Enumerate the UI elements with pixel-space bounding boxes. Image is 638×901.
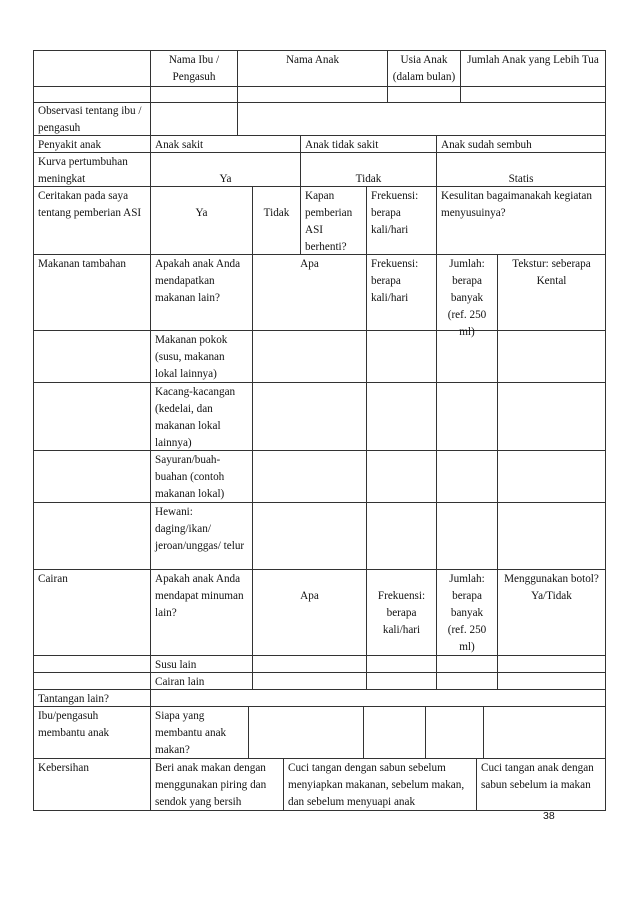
page-number: 38 xyxy=(543,810,555,822)
makanan-tekstur-input[interactable] xyxy=(498,331,606,383)
asi-opt-tidak[interactable]: Tidak xyxy=(253,187,301,255)
cairan-botol-input[interactable] xyxy=(498,656,606,673)
makanan-jumlah-input[interactable] xyxy=(437,383,498,451)
makanan-jumlah-input[interactable] xyxy=(437,503,498,570)
makanan-row xyxy=(33,255,606,338)
kebersihan-row xyxy=(33,759,606,811)
kurva-opt-statis[interactable]: Statis xyxy=(437,153,606,187)
cairan-botol: Menggunakan botol? Ya/Tidak xyxy=(498,570,606,656)
cairan-jumlah: Jumlah: berapa banyak (ref. 250 ml) xyxy=(437,570,498,656)
cairan-apa-input[interactable] xyxy=(253,656,367,673)
tantangan-row xyxy=(33,690,606,707)
cairan-frek-input[interactable] xyxy=(367,656,437,673)
makanan-apa: Apa xyxy=(253,255,367,331)
membantu-input[interactable] xyxy=(484,707,606,759)
cairan-botol-input[interactable] xyxy=(498,673,606,690)
makanan-item-row xyxy=(33,331,606,383)
cairan-jumlah-input[interactable] xyxy=(437,673,498,690)
cairan-row xyxy=(33,570,606,656)
makanan-item: Sayuran/buah-buahan (contoh makanan lokal) xyxy=(151,451,253,503)
header-nama-anak: Nama Anak xyxy=(238,51,388,87)
kurva-opt-ya[interactable]: Ya xyxy=(151,153,301,187)
makanan-item: Hewani: daging/ikan/ jeroan/unggas/ telur xyxy=(151,503,253,570)
makanan-apa-input[interactable] xyxy=(253,331,367,383)
membantu-row xyxy=(33,707,606,759)
penyakit-row xyxy=(33,136,606,153)
makanan-item-row xyxy=(33,383,606,451)
makanan-frek-input[interactable] xyxy=(367,383,437,451)
makanan-frek-input[interactable] xyxy=(367,503,437,570)
makanan-apa-input[interactable] xyxy=(253,503,367,570)
cairan-apa-input[interactable] xyxy=(253,673,367,690)
makanan-item: Makanan pokok (susu, makanan lokal lainnya) xyxy=(151,331,253,383)
asi-opt-ya[interactable]: Ya xyxy=(151,187,253,255)
asi-row xyxy=(33,187,606,255)
makanan-frek-input[interactable] xyxy=(367,451,437,503)
observasi-input[interactable] xyxy=(151,102,238,136)
makanan-tekstur-input[interactable] xyxy=(498,383,606,451)
makanan-tekstur-input[interactable] xyxy=(498,451,606,503)
asi-label: Ceritakan pada saya tentang pemberian ASI xyxy=(34,187,151,255)
makanan-apa-input[interactable] xyxy=(253,451,367,503)
makanan-frek-input[interactable] xyxy=(367,331,437,383)
makanan-jumlah-input[interactable] xyxy=(437,331,498,383)
membantu-label: Ibu/pengasuh membantu anak xyxy=(34,707,151,759)
makanan-frekuensi: Frekuensi: berapa kali/hari xyxy=(367,255,437,331)
makanan-jumlah-input[interactable] xyxy=(437,451,498,503)
blank-cell xyxy=(34,451,151,503)
asi-kesulitan: Kesulitan bagaimanakah kegiatan menyusuinya? xyxy=(437,187,606,255)
membantu-question: Siapa yang membantu anak makan? xyxy=(151,707,249,759)
membantu-input[interactable] xyxy=(426,707,484,759)
asi-kapan: Kapan pemberian ASI berhenti? xyxy=(301,187,367,255)
kebersihan-label: Kebersihan xyxy=(34,759,151,811)
input-jumlah-anak[interactable] xyxy=(461,87,606,103)
cairan-frek-input[interactable] xyxy=(367,673,437,690)
kurva-row xyxy=(33,153,606,187)
makanan-item-row xyxy=(33,503,606,570)
input-usia-anak[interactable] xyxy=(388,87,461,103)
blank-cell xyxy=(34,383,151,451)
header-blank xyxy=(34,87,151,103)
tantangan-input[interactable] xyxy=(151,690,606,707)
blank-cell xyxy=(34,656,151,673)
kebersihan-cuci-tangan-anak: Cuci tangan anak dengan sabun sebelum ia makan xyxy=(477,759,606,811)
blank-cell xyxy=(34,503,151,570)
makanan-tekstur-input[interactable] xyxy=(498,503,606,570)
header-row xyxy=(33,50,606,103)
makanan-question: Apakah anak Anda mendapatkan makanan lain? xyxy=(151,255,253,331)
cairan-item-row xyxy=(33,656,606,673)
penyakit-opt-sakit[interactable]: Anak sakit xyxy=(151,136,301,153)
observasi-row xyxy=(33,102,606,136)
header-jumlah-anak: Jumlah Anak yang Lebih Tua xyxy=(461,51,606,87)
cairan-apa: Apa xyxy=(253,570,367,656)
kebersihan-cuci-tangan: Cuci tangan dengan sabun sebelum menyiapkan makanan, sebelum makan, dan sebelum menyuapi anak xyxy=(284,759,477,811)
makanan-jumlah: Jumlah: berapa banyak (ref. 250 ml) xyxy=(437,255,498,331)
cairan-frekuensi: Frekuensi: berapa kali/hari xyxy=(367,570,437,656)
makanan-item-row xyxy=(33,451,606,503)
header-empty-cell xyxy=(34,51,151,87)
observasi-label: Observasi tentang ibu / pengasuh xyxy=(34,102,151,136)
header-nama-ibu: Nama Ibu / Pengasuh xyxy=(151,51,238,87)
cairan-question: Apakah anak Anda mendapat minuman lain? xyxy=(151,570,253,656)
cairan-jumlah-input[interactable] xyxy=(437,656,498,673)
makanan-item: Kacang-kacangan (kedelai, dan makanan lokal lainnya) xyxy=(151,383,253,451)
cairan-item: Susu lain xyxy=(151,656,253,673)
cairan-item-row xyxy=(33,673,606,690)
makanan-tekstur: Tekstur: seberapa Kental xyxy=(498,255,606,331)
penyakit-opt-tidak-sakit[interactable]: Anak tidak sakit xyxy=(301,136,437,153)
header-usia-anak: Usia Anak (dalam bulan) xyxy=(388,51,461,87)
input-nama-ibu[interactable] xyxy=(151,87,238,103)
kebersihan-piring: Beri anak makan dengan menggunakan piring dan sendok yang bersih xyxy=(151,759,284,811)
cairan-label: Cairan xyxy=(34,570,151,656)
kurva-opt-tidak[interactable]: Tidak xyxy=(301,153,437,187)
observasi-blank xyxy=(238,102,606,136)
makanan-apa-input[interactable] xyxy=(253,383,367,451)
membantu-input[interactable] xyxy=(364,707,426,759)
penyakit-label: Penyakit anak xyxy=(34,136,151,153)
blank-cell xyxy=(34,331,151,383)
asi-frekuensi: Frekuensi: berapa kali/hari xyxy=(367,187,437,255)
input-nama-anak[interactable] xyxy=(238,87,388,103)
kurva-label: Kurva pertumbuhan meningkat xyxy=(34,153,151,187)
penyakit-opt-sembuh[interactable]: Anak sudah sembuh xyxy=(437,136,606,153)
membantu-input[interactable] xyxy=(249,707,364,759)
makanan-label: Makanan tambahan xyxy=(34,255,151,331)
blank-cell xyxy=(34,673,151,690)
tantangan-label: Tantangan lain? xyxy=(34,690,151,707)
cairan-item: Cairan lain xyxy=(151,673,253,690)
